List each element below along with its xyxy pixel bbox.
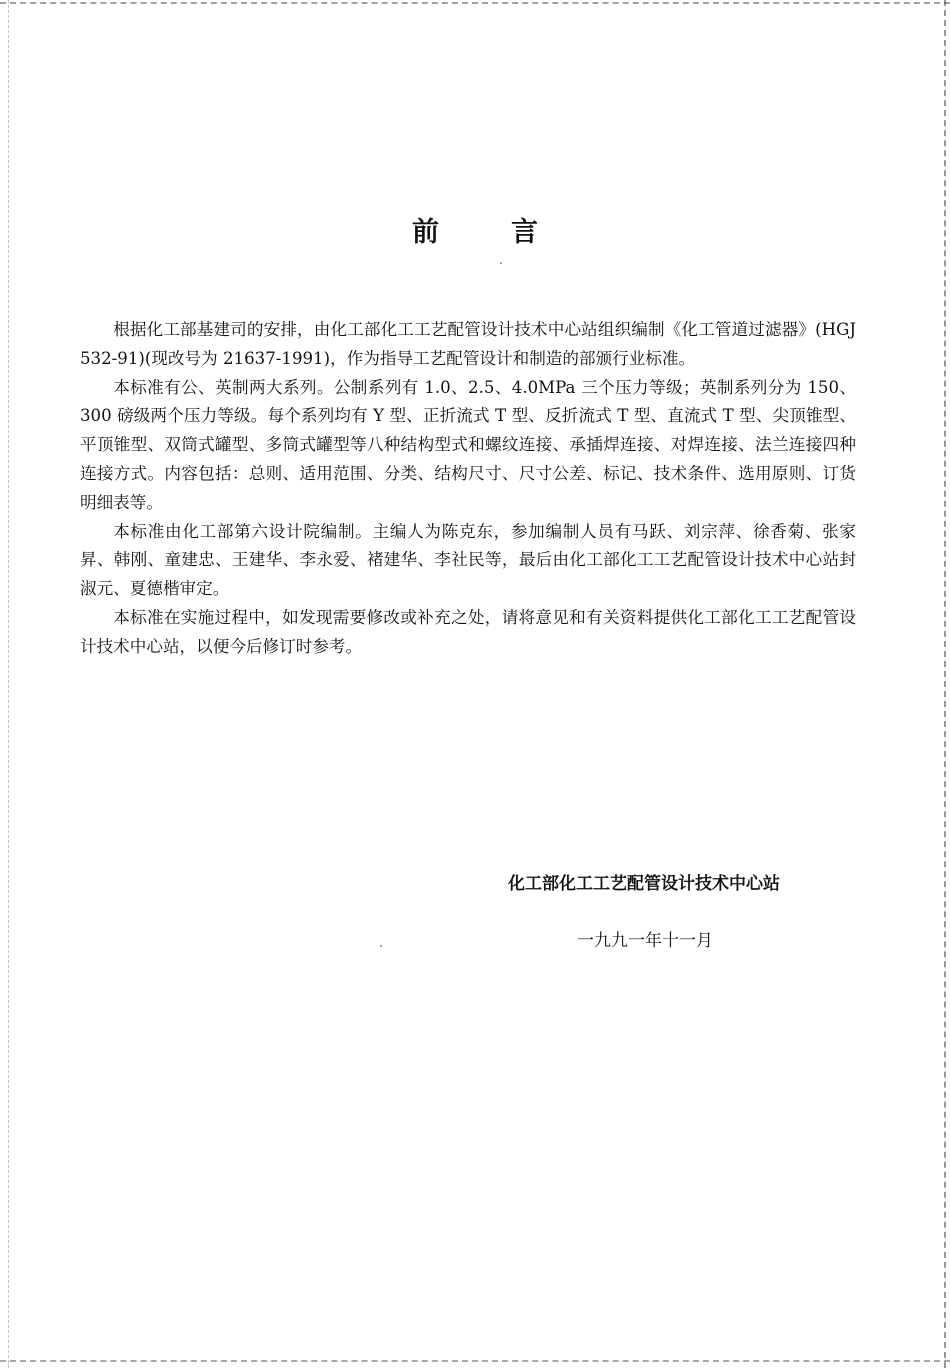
paragraph-1: 根据化工部基建司的安排，由化工部化工工艺配管设计技术中心站组织编制《化工管道过滤器》(HGJ 532-91)(现改号为 21637-1991)，作为指导工艺配管设计和制造的部颁行业标准。 (80, 320, 856, 368)
scan-edge-bottom (0, 1360, 950, 1362)
scan-speck (500, 262, 502, 264)
paragraph-4: 本标准在实施过程中，如发现需要修改或补充之处，请将意见和有关资料提供化工部化工工艺配管设计技术中心站，以便今后修订时参考。 (80, 607, 856, 656)
scan-edge-left (8, 0, 9, 1368)
signature-date: 一九九一年十一月 (577, 931, 713, 951)
scan-edge-right (944, 0, 946, 1368)
title-char-2: 言 (511, 217, 538, 248)
preface-body (80, 316, 856, 662)
paragraph-3: 本标准由化工部第六设计院编制。主编人为陈克东，参加编制人员有马跃、刘宗萍、徐香菊、张家昇、韩刚、童建忠、王建华、李永爱、褚建华、李社民等，最后由化工部化工工艺配管设计技术中心站封淑元、夏德楷审定。 (80, 521, 856, 599)
scan-speck (380, 945, 382, 947)
page-title (0, 210, 950, 249)
title-char-1: 前 (412, 217, 439, 248)
signature-organization: 化工部化工工艺配管设计技术中心站 (508, 874, 780, 894)
scan-edge-top (0, 2, 950, 4)
paragraph-2: 本标准有公、英制两大系列。公制系列有 1.0、2.5、4.0MPa 三个压力等级；英制系列分为 150、300 磅级两个压力等级。每个系列均有 Y 型、正折流式 T 型、反折流式 T 型、直流式 T 型、尖顶锥型、平顶锥型、双筒式罐型、多筒式罐型等八种结构型式和螺纹连接、承插焊连接、对焊连接、法兰连接四种连接方式。内容包括：总则、适用范围、分类、结构尺寸、尺寸公差、标记、技术条件、选用原则、订货明细表等。 (80, 377, 856, 512)
